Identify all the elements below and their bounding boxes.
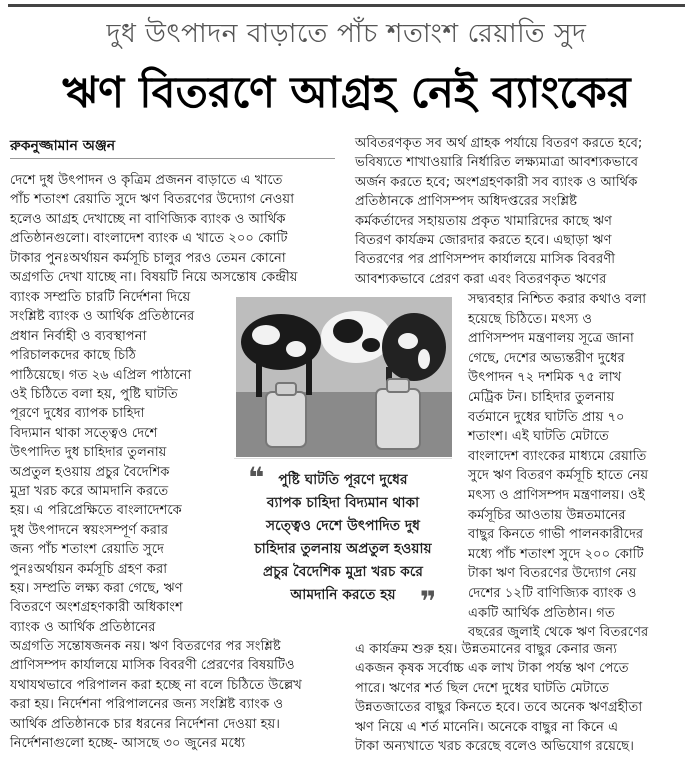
- text-line: প্রধান নির্বাহী ও ব্যবস্থাপনা: [10, 328, 147, 344]
- pull-quote-line: পুষ্টি ঘাটতি পূরণে দুধের: [278, 472, 408, 488]
- text-line: গেছে, দেশের অভ্যন্তরীণ দুধের: [468, 350, 625, 366]
- text-line: টাকা ঋণ বিতরণের উদ্যোগ নেয়: [468, 566, 637, 582]
- text-line: হলেও আগ্রহ দেখাচ্ছে না বাণিজ্যিক ব্যাংক ও আর্থিক: [10, 211, 286, 227]
- text-line: যথাযথভাবে পরিপালন করা হচ্ছে না বলে চিঠিতে উল্লেখ: [10, 677, 302, 693]
- cow-illustration: [236, 297, 452, 457]
- text-line: দেশের ১২টি বাণিজ্যিক ব্যাংক ও: [468, 586, 637, 601]
- pull-quote-line: সত্ত্বেও দেশে উৎপাদিত দুধ: [266, 518, 420, 534]
- text-line: উৎপাদিত দুধ চাহিদার তুলনায়: [10, 445, 167, 461]
- text-line: জন্য পাঁচ শতাংশ রেয়াতি সুদে: [10, 542, 164, 558]
- text-line: শতাংশ। এই ঘাটতি মেটাতে: [468, 429, 609, 445]
- byline-separator: [10, 158, 335, 159]
- text-line: মুদ্রা খরচ করে আমদানি করতে: [10, 484, 169, 499]
- text-line: বিতরণের পর প্রাণিসম্পদ কার্যালয়ে মাসিক বিবরণী: [355, 252, 615, 268]
- text-line: কর্মকর্তাদের সহায়তায় প্রকৃত খামারিদের কাছে ঋণ: [355, 213, 612, 229]
- text-line: উৎপাদন ৭২ দশমিক ৭৫ লাখ: [468, 370, 622, 386]
- text-line: ভবিষ্যতে শাখাওয়ারি নির্ধারিত লক্ষ্যমাত্রা আবশ্যকভাবে: [355, 155, 639, 171]
- text-line: বর্তমানে দুধের ঘাটতি প্রায় ৭০: [468, 409, 625, 425]
- text-line: আর্থিক প্রতিষ্ঠানকে চার ধরনের নির্দেশনা দেওয়া হয়।: [10, 716, 281, 732]
- text-line: বাছুর কিনতে গাভী পালনকারীদের: [468, 527, 644, 543]
- text-line: সদ্ব্যবহার নিশ্চিত করার কথাও বলা: [468, 292, 647, 307]
- text-line: পারে। ঋণের শর্ত ছিল দেশে দুধের ঘাটতি মেটাতে: [355, 680, 610, 696]
- text-line: পাঠিয়েছে। গত ২৬ এপ্রিল পাঠানো: [10, 367, 192, 383]
- text-line: প্রাণিসম্পদ কার্যালয়ে মাসিক বিবরণী প্রেরণের বিষয়টিও: [10, 658, 295, 674]
- text-line: মধ্যে পাঁচ শতাংশ সুদে ২০০ কোটি: [468, 546, 644, 562]
- text-line: হয়। সম্প্রতি লক্ষ্য করা গেছে, ঋণ: [10, 581, 183, 596]
- text-line: হয়েছে চিঠিতে। মৎস্য ও: [468, 311, 593, 327]
- text-line: টাকা অন্যখাতে খরচ করেছে বলেও অভিযোগ রয়েছে।: [355, 739, 634, 754]
- text-line: মেট্রিক টন। চাহিদার তুলনায়: [468, 390, 615, 405]
- text-line: একজন কৃষক সর্বোচ্চ এক লাখ টাকা পর্যন্ত ঋণ পেতে: [355, 661, 629, 677]
- text-line: ব্যাংক সম্প্রতি চারটি নির্দেশনা দিয়ে: [10, 290, 191, 305]
- main-headline: ঋণ বিতরণে আগ্রহ নেই ব্যাংকের: [62, 68, 631, 118]
- text-line: প্রাণিসম্পদ মন্ত্রণালয় সূত্রে জানা: [468, 331, 634, 347]
- text-line: পাঁচ শতাংশ রেয়াতি সুদে ঋণ বিতরণের উদ্যোগ নেওয়া: [10, 192, 295, 208]
- text-line: অর্জন করতে হবে; অংশগ্রহণকারী সব ব্যাংক ও আর্থিক: [355, 174, 638, 190]
- text-line: ব্যাংক ও আর্থিক প্রতিষ্ঠানের: [10, 619, 156, 635]
- open-quote-icon: ❝: [248, 461, 265, 494]
- text-line: নির্দেশনাগুলো হচ্ছে- আসছে ৩০ জুনের মধ্যে: [10, 736, 246, 751]
- text-line: পুনঃঅর্থায়ন কর্মসূচি গ্রহণ করা: [10, 561, 168, 577]
- close-quote-icon: ❞: [420, 585, 437, 618]
- pull-quote-line: ব্যাপক চাহিদা বিদ্যমান থাকা: [266, 495, 420, 511]
- text-line: অপ্রতুল হওয়ায় প্রচুর বৈদেশিক: [10, 464, 170, 480]
- text-line: একটি আর্থিক প্রতিষ্ঠান। গত: [468, 605, 615, 621]
- text-line: অগ্রগতি দেখা যাচ্ছে না। বিষয়টি নিয়ে অসন্তোষ কেন্দ্রীয়: [10, 270, 298, 285]
- text-line: বাংলাদেশ ব্যাংকের মাধ্যমে রেয়াতি: [468, 448, 647, 464]
- text-line: করা হয়। নির্দেশনা পরিপালনের জন্য সংশ্লিষ্ট ব্যাংক ও: [10, 697, 284, 713]
- text-line: এ কার্যক্রম শুরু হয়। উন্নতমানের বাছুর কেনার জন্য: [355, 642, 617, 657]
- text-line: সুদে ঋণ বিতরণ কর্মসূচি হাতে নেয়: [468, 468, 649, 484]
- text-line: দুধ উৎপাদনে স্বয়ংসম্পূর্ণ করার: [10, 522, 169, 538]
- text-line: প্রতিষ্ঠানগুলো। বাংলাদেশ ব্যাংক এ খাতে ২০০ কোটি: [10, 231, 288, 247]
- text-line: আবশ্যকভাবে প্রেরণ করা এবং বিতরণকৃত ঋণের: [355, 271, 607, 287]
- pull-quote-line: চাহিদার তুলনায় অপ্রতুল হওয়ায়: [254, 541, 432, 557]
- text-line: পূরণে দুধের ব্যাপক চাহিদা: [10, 406, 145, 422]
- text-line: উন্নতজাতের বাছুর কিনতে হবে। তবে অনেক ঋণগ্রহীতা: [355, 700, 643, 716]
- text-line: বিতরণে অংশগ্রহণকারী অধিকাংশ: [10, 600, 183, 616]
- text-line: প্রতিষ্ঠানকে প্রাণিসম্পদ অধিদপ্তরের সংশ্লিষ্ট: [355, 194, 578, 210]
- top-rule: [8, 4, 685, 7]
- text-line: অবিতরণকৃত সব অর্থ গ্রাহক পর্যায়ে বিতরণ করতে হবে;: [355, 136, 643, 151]
- text-line: বিদ্যমান থাকা সত্ত্বেও দেশে: [10, 425, 158, 441]
- text-line: টাকার পুনঃঅর্থায়ন কর্মসূচি চালুর পরও তেমন কোনো: [10, 250, 286, 266]
- text-line: অগ্রগতি সন্তোষজনক নয়। ঋণ বিতরণের পর সংশ্লিষ্ট: [10, 639, 281, 654]
- pull-quote-line: প্রচুর বৈদেশিক মুদ্রা খরচ করে: [262, 564, 423, 580]
- pull-quote: [234, 458, 452, 617]
- kicker-headline: দুধ উৎপাদন বাড়াতে পাঁচ শতাংশ রেয়াতি সুদ: [106, 18, 587, 49]
- text-line: ওই চিঠিতে বলা হয়, পুষ্টি ঘাটতি: [10, 387, 178, 402]
- text-line: হয়। এ পরিপ্রেক্ষিতে বাংলাদেশকে: [10, 503, 182, 519]
- text-line: ঋণ নিয়ে এ শর্ত মানেনি। অনেকে বাছুর না কিনে এ: [355, 719, 619, 735]
- text-line: বছরের জুলাই থেকে ঋণ বিতরণের: [468, 625, 649, 641]
- text-line: সংশ্লিষ্ট ব্যাংক ও আর্থিক প্রতিষ্ঠানের: [10, 309, 195, 325]
- byline: রুকনুজ্জামান অঞ্জন: [10, 138, 116, 154]
- text-line: মৎস্য ও প্রাণিসম্পদ মন্ত্রণালয়। ওই: [468, 488, 645, 503]
- text-line: কর্মসূচির আওতায় উন্নতমানের: [468, 507, 626, 523]
- pull-quote-line: আমদানি করতে হয়: [290, 587, 396, 603]
- cow-photo: [236, 297, 452, 457]
- text-line: বিতরণ কার্যক্রম জোরদার করতে হবে। এছাড়া ঋণ: [355, 233, 612, 248]
- text-line: পরিচালকদের কাছে চিঠি: [10, 348, 136, 364]
- text-line: দেশে দুধ উৎপাদন ও কৃত্রিম প্রজনন বাড়াতে এ খাতে: [10, 173, 283, 188]
